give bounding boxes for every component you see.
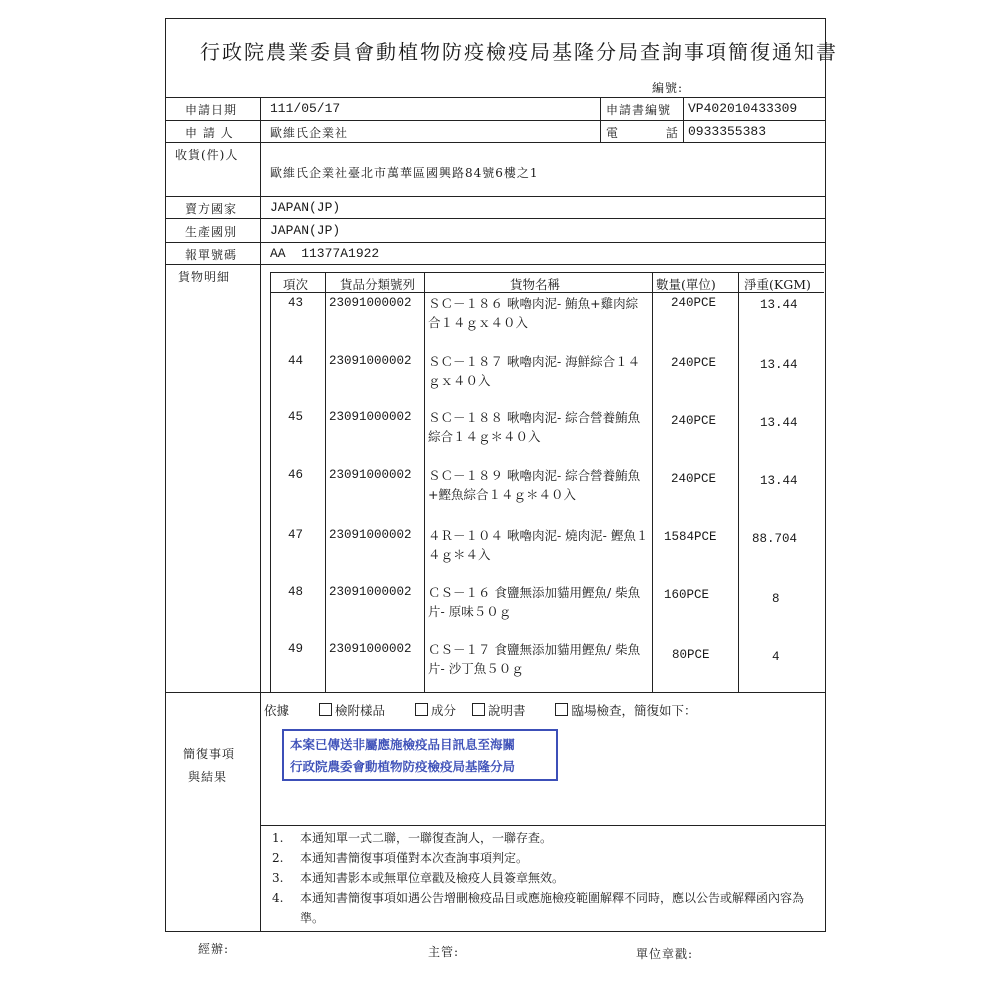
origin-label: 生產國別	[185, 225, 238, 239]
declaration-label: 報單號碼	[185, 248, 238, 262]
rule	[683, 97, 684, 142]
rule	[652, 272, 653, 692]
note-text: 本通知書影本或無單位章戳及檢疫人員簽章無效。	[300, 871, 565, 885]
rule	[325, 272, 326, 692]
col-header-name: 貨物名稱	[510, 277, 561, 292]
row-name: ＣＳ－１７ 食鹽無添加貓用鰹魚/ 柴魚片- 沙丁魚５０ｇ	[428, 642, 641, 676]
rule	[165, 242, 826, 243]
row-name: ＣＳ－１６ 食鹽無添加貓用鰹魚/ 柴魚片- 原味５０ｇ	[428, 585, 641, 619]
opt-manual: 說明書	[487, 703, 526, 718]
rule	[260, 825, 826, 826]
rule	[600, 97, 601, 142]
seller-value: JAPAN(JP)	[270, 200, 341, 215]
app-no-label: 申請書編號	[606, 103, 672, 117]
row-code: 23091000002	[329, 468, 412, 482]
row-code: 23091000002	[329, 296, 412, 310]
app-no-value: VP402010433309	[688, 101, 798, 116]
rule	[165, 120, 826, 121]
row-code: 23091000002	[329, 410, 412, 424]
checkbox-onsite[interactable]	[555, 703, 568, 716]
row-no: 49	[288, 642, 304, 656]
rule	[165, 196, 826, 197]
applicant-value: 歐維氏企業社	[270, 126, 349, 140]
row-code: 23091000002	[329, 642, 412, 656]
phone-value: 0933355383	[688, 124, 767, 139]
col-header-code: 貨品分類號列	[340, 277, 416, 292]
stamp-line-1: 本案已傳送非屬應施檢疫品目訊息至海關	[290, 737, 516, 752]
consignee-label: 收貨(件)人	[175, 148, 239, 162]
rule	[260, 97, 261, 932]
rule	[738, 272, 739, 692]
row-qty: 1584PCE	[664, 530, 717, 544]
col-header-no: 項次	[283, 277, 309, 292]
checkbox-manual[interactable]	[472, 703, 485, 716]
row-qty: 80PCE	[672, 648, 710, 662]
rule	[424, 272, 425, 692]
rule	[270, 272, 824, 273]
note-number: 4.	[272, 891, 284, 905]
opt-sample: 檢附樣品	[334, 703, 385, 718]
basis-row	[264, 701, 696, 719]
declaration-value: AA 11377A1922	[270, 246, 380, 261]
row-qty: 240PCE	[671, 356, 717, 370]
note-item	[272, 848, 812, 868]
note-text: 本通知書簡復事項如遇公告增刪檢疫品目或應施檢疫範圍解釋不同時，應以公告或解釋函內容為準。	[300, 891, 805, 925]
row-name: ＳＣ－１８７ 啾嚕肉泥- 海鮮綜合１４ｇｘ４０入	[428, 354, 641, 388]
rule	[165, 97, 826, 98]
row-qty: 240PCE	[671, 296, 717, 310]
checkbox-sample[interactable]	[319, 703, 332, 716]
row-no: 47	[288, 528, 304, 542]
col-header-weight: 淨重(KGM)	[744, 277, 811, 292]
row-name: ＳＣ－１８６ 啾嚕肉泥- 鮪魚+雞肉綜合１４ｇｘ４０入	[428, 296, 639, 330]
rule	[165, 264, 826, 265]
row-weight: 13.44	[760, 416, 798, 430]
origin-value: JAPAN(JP)	[270, 223, 341, 238]
row-no: 45	[288, 410, 304, 424]
seller-label: 賣方國家	[185, 202, 238, 216]
row-weight: 8	[772, 592, 780, 606]
note-number: 2.	[272, 851, 284, 865]
row-no: 48	[288, 585, 304, 599]
seal-label: 單位章戳:	[636, 947, 694, 961]
rule	[165, 142, 826, 143]
rule	[165, 218, 826, 219]
phone-label: 電 話	[606, 126, 679, 140]
row-no: 43	[288, 296, 304, 310]
row-no: 46	[288, 468, 304, 482]
col-header-qty: 數量(單位)	[656, 277, 716, 292]
note-number: 1.	[272, 831, 284, 845]
note-item	[272, 828, 812, 848]
row-name: ＳＣ－１８９ 啾嚕肉泥- 綜合營養鮪魚+鰹魚綜合１４ｇ＊４０入	[428, 468, 641, 502]
row-name: ４Ｒ－１０４ 啾嚕肉泥- 燒肉泥- 鰹魚１４ｇ＊４入	[428, 528, 649, 562]
goods-label: 貨物明細	[178, 270, 231, 284]
consignee-value: 歐維氏企業社臺北市萬華區國興路84號6樓之1	[270, 166, 539, 180]
row-qty: 240PCE	[671, 472, 717, 486]
row-weight: 13.44	[760, 358, 798, 372]
supervisor-label: 主管:	[428, 945, 460, 959]
note-text: 本通知書簡復事項僅對本次查詢事項判定。	[300, 851, 529, 865]
row-code: 23091000002	[329, 528, 412, 542]
applicant-label: 申 請 人	[185, 126, 234, 140]
note-text: 本通知單一式二聯，一聯復查詢人，一聯存查。	[300, 831, 553, 845]
result-label-2: 與結果	[188, 770, 228, 784]
serial-label: 編號:	[652, 81, 684, 95]
handler-label: 經辦:	[198, 942, 230, 956]
opt-ingredients: 成分	[430, 703, 456, 718]
row-qty: 160PCE	[664, 588, 710, 602]
note-item	[272, 888, 812, 928]
row-code: 23091000002	[329, 585, 412, 599]
row-no: 44	[288, 354, 304, 368]
result-label-1: 簡復事項	[183, 747, 236, 761]
row-weight: 4	[772, 650, 780, 664]
row-qty: 240PCE	[671, 414, 717, 428]
note-item	[272, 868, 812, 888]
row-name: ＳＣ－１８８ 啾嚕肉泥- 綜合營養鮪魚綜合１４ｇ＊４０入	[428, 410, 641, 444]
stamp-line-2: 行政院農委會動植物防疫檢疫局基隆分局	[290, 759, 516, 774]
row-weight: 88.704	[752, 532, 798, 546]
notes-list	[272, 828, 812, 928]
opt-onsite: 臨場檢查，簡復如下：	[571, 703, 697, 718]
checkbox-ingredients[interactable]	[415, 703, 428, 716]
row-code: 23091000002	[329, 354, 412, 368]
apply-date-value: 111/05/17	[270, 101, 341, 116]
basis-label: 依據	[264, 703, 290, 718]
apply-date-label: 申請日期	[185, 103, 238, 117]
row-weight: 13.44	[760, 298, 798, 312]
row-weight: 13.44	[760, 474, 798, 488]
document-title: 行政院農業委員會動植物防疫檢疫局基隆分局查詢事項簡復通知書	[200, 40, 838, 64]
clearance-stamp	[282, 729, 558, 781]
rule	[165, 692, 826, 693]
note-number: 3.	[272, 871, 284, 885]
